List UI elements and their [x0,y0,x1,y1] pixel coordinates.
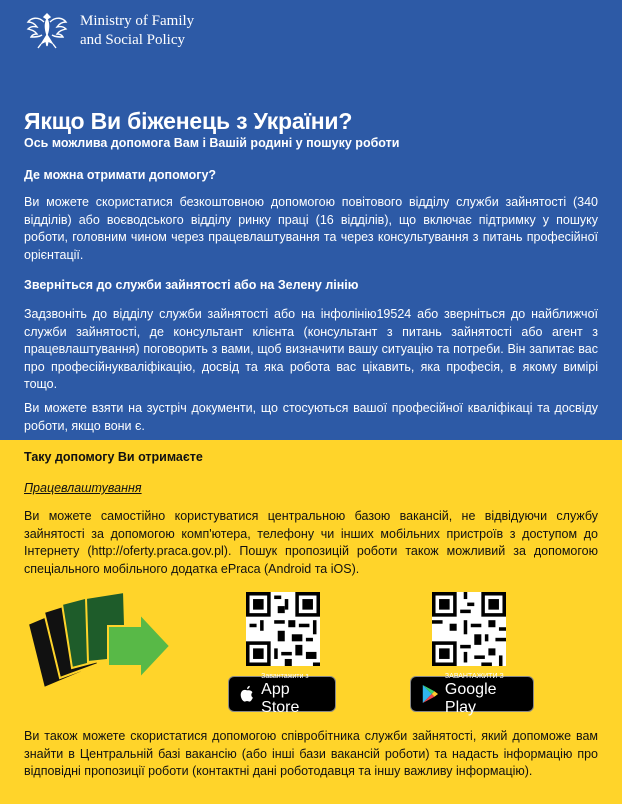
app-store-label: App Store [261,680,300,716]
ministry-name [80,12,194,50]
ministry-name-line2: and Social Policy [80,32,185,48]
page-title: Якщо Ви біженець з України? [24,108,353,134]
section3-footer: Ви також можете скористатися допомогою співробітника служби зайнятості, який допоможе вам знайти в Центральній базі вакансію (або інші бази вакансій роботи) та надасть інформацію про відповідні пропозиції роботи (контактні дані роботодавця та іншу важливу інформацію). [24,729,598,778]
google-play-icon [421,683,439,705]
app-store-small-label: Завантажити з [261,672,309,680]
yellow-panel [0,440,622,804]
section2-documents-note: Ви можете взяти на зустріч документи, що стосуються вашої професійної кваліфікаці та досвіду роботи, якщо вони є. [24,401,598,433]
appstore-qr-code[interactable] [246,592,320,666]
section2-heading: Зверніться до служби зайнятості або на Зелену лінію [24,278,359,292]
google-play-badge[interactable] [410,672,534,716]
ministry-header [24,8,194,54]
section1-body: Ви можете скористатися безкоштовною допомогою повітового відділу служби зайнятості (340 відділів) або воєводського відділу ринку праці (16 відділів), що включає підтримку у пошуку роботи, головним чином через працевлаштування та через консультування з питань професійної орієнтації. [24,195,598,262]
google-play-small-label: ЗАВАНТАЖИТИ З [444,672,504,680]
section3-body: Ви можете самостійно користуватися центральною базою вакансій, не відвідуючи службу зайнятості за допомогою комп'ютера, телефону чи інших мобільних пристроїв з доступом до Інтернету (http://oferty.praca.gov.pl). Пошук пропозицій роботи також можливий за допомогою спеціального мобільного додатка ePraca (Android та iOS). [24,509,598,576]
section2-body: Задзвоніть до відділу служби зайнятості або на інфолінію19524 або зверніться до найближчої служби зайнятості, де консультант клієнта (консультант з питань зайнятості або агент з працевлаштування) поговорить з вами, щоб визначити вашу ситуацію та потреби. Він запитає вас про професійнукваліфікацію, досвід та яка робота вас цікавить, яка професія, в якому вимірі тощо. [24,307,598,391]
section3-heading: Таку допомогу Ви отримаєте [24,450,203,464]
eagle-emblem-icon [24,8,70,54]
apple-icon [239,684,255,704]
googleplay-qr-code[interactable] [432,592,506,666]
section1-heading: Де можна отримати допомогу? [24,168,217,182]
ministry-name-line1: Ministry of Family [80,13,195,29]
section3-subheading: Працевлаштування [24,481,142,495]
google-play-label: Google Play [444,680,497,716]
app-store-badge[interactable] [228,672,336,716]
arrows-logo-icon [22,588,174,690]
page-subtitle: Ось можлива допомога Вам і Вашій родині у пошуку роботи [24,136,400,150]
